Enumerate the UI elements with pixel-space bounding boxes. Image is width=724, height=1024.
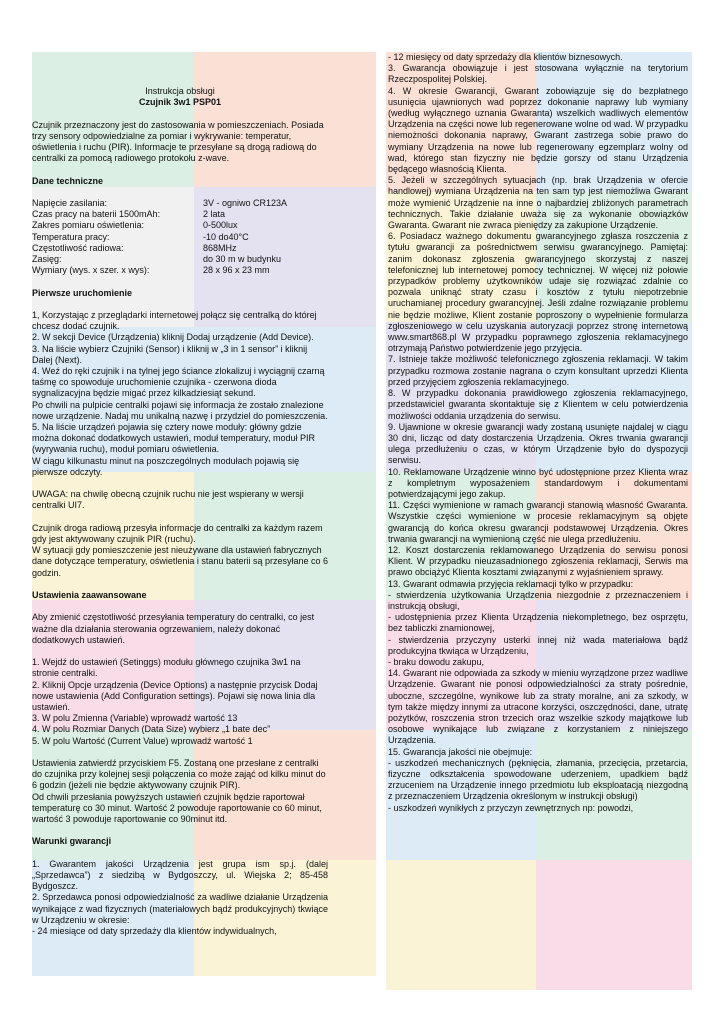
warning-note: UWAGA: na chwilę obecną czujnik ruchu nie jest wspierany w wersji centralki UI7. bbox=[32, 489, 304, 511]
spec-row bbox=[32, 265, 328, 276]
warranty-item: - 24 miesiące od daty sprzedaży dla klientów indywidualnych, bbox=[32, 926, 277, 937]
warranty-item: 4. W okresie Gwarancji, Gwarant zobowiązuje się do bezpłatnego usunięcia ujawnionych wad poprzez dokonanie naprawy lub wymiany (według wyłącznego uznania Gwaranta) wszelkich wadliwych elementów Urządzenia na części nowe lub regenerowane wolne od wad. W przypadku niemożności dokonania naprawy, Gwarant zastrzega sobie prawo do wymiany Urządzenia na nowe lub regenerowany egzemplarz wolny od wad, którego stan fizyczny nie będzie gorszy od stanu Urządzenia będącego własnością Klienta. bbox=[388, 85, 688, 175]
warranty-item: - 12 miesięcy od daty sprzedaży dla klientów biznesowych. bbox=[388, 52, 623, 62]
warranty-item: - stwierdzenia użytkowania Urządzenia niezgodnie z przeznaczeniem i instrukcją obsługi, bbox=[388, 589, 688, 611]
warranty-item: 11. Części wymienione w ramach gwarancji stanowią własność Gwaranta. Wszystkie części wymienione w procesie reklamacyjnym są objęte gwarancją do końca okresu gwarancji podstawowej Urządzenia. Okres trwania gwarancji na wymienioną część nie ulega przedłużeniu. bbox=[388, 500, 688, 544]
product-name: Czujnik 3w1 PSP01 bbox=[138, 97, 222, 108]
advanced-step: 5. W polu Wartość (Current Value) wprowadź wartość 1 bbox=[32, 735, 253, 746]
first-run-step: 5. Na liście urządzeń pojawia się cztery nowe moduły: główny gdzie można dokonać dodatkowych ustawień, moduł temperatury, moduł PIR (wyrywania ruchu), moduł pomiaru oświetlenia. bbox=[32, 422, 315, 455]
advanced-intro: Aby zmienić częstotliwość przesyłania temperatury do centralki, co jest ważne dla działania sterowania ogrzewaniem, należy dokonać dodatkowych ustawień. bbox=[32, 612, 315, 645]
spec-key: Napięcie zasilania: bbox=[32, 197, 108, 208]
spec-row bbox=[32, 220, 328, 231]
advanced-step: 4. W polu Rozmiar Danych (Data Size) wybierz „1 bate dec” bbox=[32, 724, 271, 735]
warranty-item: - uszkodzeń wynikłych z przyczyn zewnętrznych np: powodzi, bbox=[388, 802, 634, 813]
spec-row bbox=[32, 232, 328, 243]
spec-value: 0-500lux bbox=[203, 220, 238, 231]
spec-row bbox=[32, 254, 328, 265]
warranty-item: - stwierdzenia przyczyny usterki innej niż wada materiałowa bądź produkcyjna tkwiąca w Urządzeniu, bbox=[388, 634, 688, 656]
warranty-item: 10. Reklamowane Urządzenie winno być udostępnione przez Klienta wraz z kompletnym wyposażeniem standardowym i dokumentami potwierdzającymi jego zakup. bbox=[388, 466, 688, 499]
spec-key: Częstotliwość radiowa: bbox=[32, 242, 124, 253]
first-run-step: 1, Korzystając z przeglądarki internetowej połącz się centralką do której chcesz dodać czujnik. bbox=[32, 309, 317, 332]
spec-value: 868MHz bbox=[203, 242, 237, 253]
warranty-item: - udostępnienia przez Klienta Urządzenia niekompletnego, bez osprzętu, bez tabliczki znamionowej, bbox=[388, 612, 688, 634]
warranty-item: 8. W przypadku dokonania prawidłowego zgłoszenia reklamacyjnego, przedstawiciel gwaranta skontaktuje się z Klientem w celu potwierdzenia możliwości oddania urządzenia do serwisu. bbox=[388, 388, 688, 421]
spec-key: Zakres pomiaru oświetlenia: bbox=[32, 220, 145, 231]
first-run-heading: Pierwsze uruchomienie bbox=[32, 287, 133, 298]
warranty-item: 13. Gwarant odmawia przyjęcia reklamacji tylko w przypadku: bbox=[388, 578, 634, 589]
advanced-step: 3. W polu Zmienna (Variable) wprowadź wartość 13 bbox=[32, 713, 238, 724]
radio-info: Czujnik droga radiową przesyła informacje do centralki za każdym razem gdy jest aktywowany czujnik PIR (ruchu). bbox=[32, 522, 323, 545]
warranty-item: - uszkodzeń mechanicznych (pęknięcia, złamania, przecięcia, przetarcia, fizyczne odkształcenia spowodowane uderzeniem, upadkiem bądź zrzuceniem na Urządzenie innego przedmiotu lub eksploatacją niezgodną z przeznaczeniem Urządzenia określonym w instrukcji obsługi) bbox=[388, 757, 688, 802]
first-run-step: 4. Weź do ręki czujnik i na tylnej jego ściance zlokalizuj i wyciągnij czarną taśmę co spowoduje uruchomienie czujnika - czerwona dioda sygnalizacyjna będzie migać przez kilkadziesiąt sekund. bbox=[32, 366, 325, 399]
warranty-heading: Warunki gwarancji bbox=[32, 836, 112, 847]
spec-key: Czas pracy na baterii 1500mAh: bbox=[32, 209, 161, 220]
warranty-item: 5. Jeżeli w szczególnych sytuacjach (np. brak Urządzenia w ofercie handlowej) wymiana Urządzenia na ten sam typ jest niemożliwa Gwarant może wymienić Urządzenie na inne o najbardziej zbliżonych parametrach technicznych. Takie działanie uważa się za wykonanie obowiązków Gwaranta. Gwarant nie zwraca pieniędzy za zakupione Urządzenie. bbox=[388, 175, 688, 231]
warranty-item: - braku dowodu zakupu, bbox=[388, 656, 485, 667]
warranty-item: 3. Gwarancja obowiązuje i jest stosowana wyłącznie na terytorium Rzeczpospolitej Polskiej. bbox=[388, 63, 688, 85]
warranty-item: 15. Gwarancja jakości nie obejmuje: bbox=[388, 746, 533, 757]
tech-heading: Dane techniczne bbox=[32, 175, 104, 186]
advanced-outro: Ustawienia zatwierdź przyciskiem F5. Zostaną one przesłane z centralki do czujnika przy kolejnej sesji połączenia co może zająć od kilku minut do 6 godzin (jeżeli nie będzie aktywowany czujnik PIR). bbox=[32, 758, 326, 791]
spec-value: 2 lata bbox=[203, 209, 226, 220]
warranty-item: 12. Koszt dostarczenia reklamowanego Urządzenia do serwisu ponosi Klient. W przypadku nieuzasadnionego zgłoszenia reklamacji, Serwis ma prawo obciążyć Klienta kosztami związanymi z wyjaśnieniem sprawy. bbox=[388, 544, 688, 578]
spec-row bbox=[32, 243, 328, 254]
advanced-step: 2. Kliknij Opcje urządzenia (Device Options) a następnie przycisk Dodaj nowe ustawienia (Add Configuration settings). Pojawi się nowa linia dla ustawień. bbox=[32, 679, 318, 713]
bg-tile bbox=[536, 860, 692, 990]
left-column bbox=[32, 86, 328, 937]
spec-value: do 30 m w budynku bbox=[203, 254, 282, 264]
warranty-item: 1. Gwarantem jakości Urządzenia jest grupa ism sp.j. (dalej „Sprzedawca”) z siedzibą w Bydgoszczy, ul. Wiejska 2; 85-458 Bydgoszcz. bbox=[32, 858, 328, 892]
spec-key: Zasięg: bbox=[32, 254, 62, 264]
warranty-item: 7. Istnieje także możliwość telefonicznego zgłoszenia reklamacji. W takim przypadku rozmowa zostanie nagrana o czym konsultant uprzedzi Klienta przed przyjęciem zgłoszenia reklamacyjnego. bbox=[388, 354, 688, 387]
bg-tile bbox=[386, 860, 536, 990]
warranty-item: 14. Gwarant nie odpowiada za szkody w mieniu wyrządzone przez wadliwe Urządzenie. Gwarant nie ponosi odpowiedzialności za straty pośrednie, uboczne, szczególne, wynikowe lub za straty moralne, ani za szkody, w tym także między innymi za utracone korzyści, oszczędności, dane, utratę pożytków, roszczenia stron trzecich oraz wszelkie szkody majątkowe lub osobowe wynikające lub związane z korzystaniem z niniejszego Urządzenia. bbox=[388, 668, 688, 746]
advanced-heading: Ustawienia zaawansowane bbox=[32, 590, 147, 601]
right-column bbox=[388, 52, 688, 814]
spec-row bbox=[32, 209, 328, 220]
spec-value: 28 x 96 x 23 mm bbox=[203, 265, 270, 276]
spec-key: Temperatura pracy: bbox=[32, 231, 110, 242]
spec-value: 3V - ogniwo CR123A bbox=[203, 197, 288, 208]
document-title: Instrukcja obsługi bbox=[145, 86, 215, 96]
spec-value: -10 do40°C bbox=[203, 231, 249, 242]
first-run-step: 2. W sekcji Device (Urządzenia) kliknij Dodaj urządzenie (Add Device). bbox=[32, 332, 314, 343]
first-run-step: 3. Na liście wybierz Czujniki (Sensor) i kliknij w „3 in 1 sensor” i kliknij Dalej (Next). bbox=[32, 343, 308, 365]
intro-paragraph: Czujnik przeznaczony jest do zastosowania w pomieszczeniach. Posiada trzy sensory odpowiedzialne za pomiar i wykrywanie: temperatur, oświetlenia i ruchu (PIR). Informacje te przesyłane są drogą radiową do centralki za pomocą radiowego protokołu z-wave. bbox=[32, 119, 324, 164]
warranty-item: 6. Posiadacz ważnego dokumentu gwarancyjnego zgłasza roszczenia z tytułu gwarancji za pośrednictwem serwisu gwarancyjnego. Pamiętaj: zanim dokonasz zgłoszenia gwarancyjnego skorzystaj z naszej telefonicznej lub internetowej pomocy technicznej. W więcej niż połowie przypadków problemy użytkowników udaje się rozwiązać zdalnie co pozwala uniknąć straty czasu i kosztów z tytułu niepotrzebnie uruchamianej procedury gwarancyjnej. Jeśli zdalne rozwiązanie problemu nie będzie możliwe, Klient zostanie poproszony o wypełnienie formularza zgłoszeniowego w celu uzyskania autoryzacji poprzez stronę internetową www.smart868.pl W przypadku poprawnego zgłoszenia reklamacyjnego otrzymają Państwo potwierdzenie jego przyjęcia. bbox=[388, 231, 688, 354]
first-run-step: Po chwili na pulpicie centralki pojawi się informacja że zostało znalezione nowe urządzenie. Nadaj mu unikalną nazwę i przydziel do pomieszczenia. bbox=[32, 399, 328, 421]
spec-row bbox=[32, 198, 328, 209]
warranty-item: 9. Ujawnione w okresie gwarancji wady zostaną usunięte najdalej w ciągu 30 dni, licząc od daty dostarczenia Urządzenia. Okres trwania gwarancji ulega przedłużeniu o czas, w którym Urządzenie było do dyspozycji serwisu. bbox=[388, 421, 688, 466]
radio-info: W sytuacji gdy pomieszczenie jest nieużywane dla ustawień fabrycznych dane dotyczące temperatury, oświetlenia i stanu baterii są przesyłane co 6 godzin. bbox=[32, 545, 328, 578]
tech-specs-table bbox=[32, 198, 328, 276]
first-run-step: W ciągu kilkunastu minut na poszczególnych modułach pojawią się pierwsze odczyty. bbox=[32, 455, 300, 477]
advanced-step: 1. Wejdź do ustawień (Setinggs) modułu głównego czujnika 3w1 na stronie centralki. bbox=[32, 657, 301, 679]
warranty-item: 2. Sprzedawca ponosi odpowiedzialność za wadliwe działanie Urządzenia wynikające z wad fizycznych (materiałowych bądź produkcyjnych) tkwiące w Urządzeniu w okresie: bbox=[32, 892, 328, 925]
spec-key: Wymiary (wys. x szer. x wys): bbox=[32, 265, 150, 276]
advanced-outro: Od chwili przesłania powyższych ustawień czujnik będzie raportował temperaturę co 30 minut. Wartość 2 powoduje raportowanie co 60 minut, wartość 3 powoduje raportowanie co 90minut itd. bbox=[32, 791, 322, 825]
